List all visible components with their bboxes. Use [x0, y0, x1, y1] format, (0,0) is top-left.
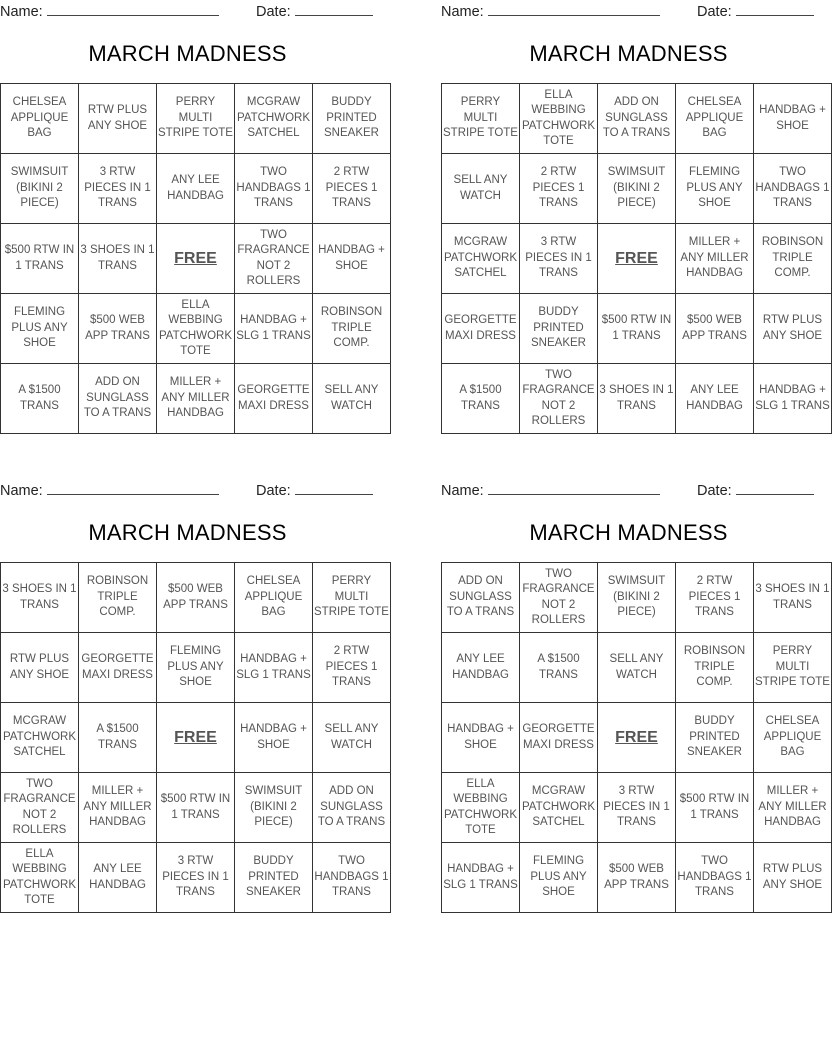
bingo-cell[interactable]: GEORGETTE MAXI DRESS [520, 703, 598, 773]
grid-row [442, 633, 832, 703]
bingo-cell[interactable]: PERRY MULTI STRIPE TOTE [442, 84, 520, 154]
bingo-grid [441, 562, 832, 913]
bingo-cell[interactable]: CHELSEA APPLIQUE BAG [676, 84, 754, 154]
bingo-cell[interactable]: MCGRAW PATCHWORK SATCHEL [442, 224, 520, 294]
bingo-cell[interactable]: ADD ON SUNGLASS TO A TRANS [79, 364, 157, 434]
bingo-cell[interactable]: TWO HANDBAGS 1 TRANS [313, 843, 391, 913]
bingo-cell[interactable]: 3 SHOES IN 1 TRANS [598, 364, 676, 434]
grid-row [442, 294, 832, 364]
date-label: Date: [697, 483, 732, 499]
bingo-cell[interactable]: MCGRAW PATCHWORK SATCHEL [520, 773, 598, 843]
date-field[interactable] [697, 481, 814, 500]
bingo-cell[interactable]: TWO FRAGRANCE NOT 2 ROLLERS [1, 773, 79, 843]
bingo-cell[interactable]: ELLA WEBBING PATCHWORK TOTE [520, 84, 598, 154]
bingo-cell[interactable]: $500 WEB APP TRANS [79, 294, 157, 364]
date-blank-line[interactable] [295, 481, 373, 495]
bingo-cell[interactable]: ANY LEE HANDBAG [442, 633, 520, 703]
grid-row [442, 84, 832, 154]
bingo-cell[interactable]: $500 WEB APP TRANS [157, 563, 235, 633]
name-label: Name: [441, 483, 484, 499]
bingo-cell[interactable]: FLEMING PLUS ANY SHOE [676, 154, 754, 224]
date-field[interactable] [256, 481, 373, 500]
grid-row [1, 563, 391, 633]
bingo-cell[interactable]: BUDDY PRINTED SNEAKER [520, 294, 598, 364]
bingo-cell[interactable]: FLEMING PLUS ANY SHOE [520, 843, 598, 913]
bingo-cell[interactable]: ANY LEE HANDBAG [79, 843, 157, 913]
bingo-cell[interactable]: $500 RTW IN 1 TRANS [598, 294, 676, 364]
name-label: Name: [441, 4, 484, 20]
bingo-cell[interactable]: FLEMING PLUS ANY SHOE [1, 294, 79, 364]
date-label: Date: [697, 4, 732, 20]
bingo-cell[interactable]: ELLA WEBBING PATCHWORK TOTE [1, 843, 79, 913]
bingo-cell[interactable]: SELL ANY WATCH [313, 364, 391, 434]
bingo-cell[interactable]: 2 RTW PIECES 1 TRANS [313, 633, 391, 703]
bingo-cell[interactable]: MCGRAW PATCHWORK SATCHEL [1, 703, 79, 773]
bingo-cell[interactable]: HANDBAG + SLG 1 TRANS [754, 364, 832, 434]
grid-row [442, 154, 832, 224]
free-space-cell[interactable]: FREE [157, 703, 235, 773]
date-field[interactable] [256, 2, 373, 21]
date-blank-line[interactable] [736, 481, 814, 495]
grid-row [442, 843, 832, 913]
bingo-cell[interactable]: $500 RTW IN 1 TRANS [157, 773, 235, 843]
bingo-cell[interactable]: SWIMSUIT (BIKINI 2 PIECE) [235, 773, 313, 843]
bingo-cell[interactable]: ELLA WEBBING PATCHWORK TOTE [442, 773, 520, 843]
bingo-cell[interactable]: GEORGETTE MAXI DRESS [235, 364, 313, 434]
bingo-cell[interactable]: BUDDY PRINTED SNEAKER [676, 703, 754, 773]
bingo-cell[interactable]: GEORGETTE MAXI DRESS [442, 294, 520, 364]
grid-row [1, 294, 391, 364]
bingo-cell[interactable]: MCGRAW PATCHWORK SATCHEL [235, 84, 313, 154]
bingo-cell[interactable]: ROBINSON TRIPLE COMP. [313, 294, 391, 364]
bingo-cell[interactable]: TWO HANDBAGS 1 TRANS [676, 843, 754, 913]
grid-row [1, 633, 391, 703]
date-blank-line[interactable] [736, 2, 814, 16]
bingo-cell[interactable]: HANDBAG + SLG 1 TRANS [235, 294, 313, 364]
bingo-cell[interactable]: TWO HANDBAGS 1 TRANS [754, 154, 832, 224]
bingo-cell[interactable]: SELL ANY WATCH [313, 703, 391, 773]
date-blank-line[interactable] [295, 2, 373, 16]
bingo-cell[interactable]: ELLA WEBBING PATCHWORK TOTE [157, 294, 235, 364]
grid-row [1, 224, 391, 294]
bingo-cell[interactable]: 3 RTW PIECES IN 1 TRANS [157, 843, 235, 913]
name-blank-line[interactable] [488, 2, 660, 16]
name-blank-line[interactable] [488, 481, 660, 495]
bingo-cell[interactable]: $500 RTW IN 1 TRANS [1, 224, 79, 294]
bingo-grid [0, 83, 391, 434]
bingo-cell[interactable]: $500 RTW IN 1 TRANS [676, 773, 754, 843]
bingo-card [441, 0, 830, 435]
bingo-cell[interactable]: SWIMSUIT (BIKINI 2 PIECE) [598, 154, 676, 224]
bingo-cell[interactable]: BUDDY PRINTED SNEAKER [313, 84, 391, 154]
card-title: MARCH MADNESS [88, 41, 287, 66]
grid-row [442, 563, 832, 633]
bingo-cell[interactable]: CHELSEA APPLIQUE BAG [1, 84, 79, 154]
bingo-card [0, 479, 389, 914]
name-field[interactable] [0, 2, 219, 21]
name-field[interactable] [441, 2, 660, 21]
grid-row [442, 703, 832, 773]
bingo-cell[interactable]: MILLER + ANY MILLER HANDBAG [79, 773, 157, 843]
bingo-cell[interactable]: FLEMING PLUS ANY SHOE [157, 633, 235, 703]
bingo-cell[interactable]: A $1500 TRANS [520, 633, 598, 703]
bingo-cell[interactable]: TWO HANDBAGS 1 TRANS [235, 154, 313, 224]
bingo-cell[interactable]: ADD ON SUNGLASS TO A TRANS [598, 84, 676, 154]
bingo-card [0, 0, 385, 435]
bingo-cell[interactable]: HANDBAG + SHOE [313, 224, 391, 294]
grid-row [1, 773, 391, 843]
bingo-cell[interactable]: 2 RTW PIECES 1 TRANS [676, 563, 754, 633]
bingo-cell[interactable]: SELL ANY WATCH [598, 633, 676, 703]
free-space-cell[interactable]: FREE [598, 703, 676, 773]
name-field[interactable] [441, 481, 660, 500]
grid-row [1, 703, 391, 773]
bingo-cell[interactable]: HANDBAG + SHOE [754, 84, 832, 154]
bingo-cell[interactable]: SWIMSUIT (BIKINI 2 PIECE) [598, 563, 676, 633]
date-label: Date: [256, 4, 291, 20]
date-field[interactable] [697, 2, 814, 21]
bingo-cell[interactable]: TWO FRAGRANCE NOT 2 ROLLERS [520, 364, 598, 434]
bingo-cell[interactable]: GEORGETTE MAXI DRESS [79, 633, 157, 703]
grid-row [442, 224, 832, 294]
bingo-cell[interactable]: 3 RTW PIECES IN 1 TRANS [598, 773, 676, 843]
bingo-cell[interactable]: 2 RTW PIECES 1 TRANS [313, 154, 391, 224]
bingo-cell[interactable]: MILLER + ANY MILLER HANDBAG [157, 364, 235, 434]
name-field[interactable] [0, 481, 219, 500]
bingo-cell[interactable]: ANY LEE HANDBAG [676, 364, 754, 434]
bingo-cell[interactable]: SELL ANY WATCH [442, 154, 520, 224]
bingo-cell[interactable]: A $1500 TRANS [79, 703, 157, 773]
bingo-cell[interactable]: A $1500 TRANS [442, 364, 520, 434]
bingo-cell[interactable]: TWO FRAGRANCE NOT 2 ROLLERS [520, 563, 598, 633]
bingo-cell[interactable]: 3 RTW PIECES IN 1 TRANS [79, 154, 157, 224]
bingo-card [441, 479, 830, 914]
grid-row [442, 364, 832, 434]
free-space-cell[interactable]: FREE [598, 224, 676, 294]
bingo-cell[interactable]: 3 SHOES IN 1 TRANS [79, 224, 157, 294]
bingo-cell[interactable]: ROBINSON TRIPLE COMP. [79, 563, 157, 633]
bingo-cell[interactable]: RTW PLUS ANY SHOE [754, 843, 832, 913]
card-title: MARCH MADNESS [529, 41, 728, 66]
bingo-grid [0, 562, 391, 913]
name-blank-line[interactable] [47, 2, 219, 16]
card-title: MARCH MADNESS [529, 520, 728, 545]
free-space-cell[interactable]: FREE [157, 224, 235, 294]
bingo-cell[interactable]: RTW PLUS ANY SHOE [754, 294, 832, 364]
bingo-cell[interactable]: HANDBAG + SLG 1 TRANS [235, 633, 313, 703]
bingo-cell[interactable]: BUDDY PRINTED SNEAKER [235, 843, 313, 913]
bingo-cell[interactable]: MILLER + ANY MILLER HANDBAG [676, 224, 754, 294]
date-label: Date: [256, 483, 291, 499]
grid-row [1, 154, 391, 224]
grid-row [442, 773, 832, 843]
bingo-cell[interactable]: ROBINSON TRIPLE COMP. [754, 224, 832, 294]
bingo-cell[interactable]: RTW PLUS ANY SHOE [79, 84, 157, 154]
bingo-cell[interactable]: TWO FRAGRANCE NOT 2 ROLLERS [235, 224, 313, 294]
grid-row [1, 843, 391, 913]
bingo-cell[interactable]: 3 SHOES IN 1 TRANS [754, 563, 832, 633]
bingo-cell[interactable]: HANDBAG + SHOE [442, 703, 520, 773]
bingo-cell[interactable]: HANDBAG + SLG 1 TRANS [442, 843, 520, 913]
grid-row [1, 364, 391, 434]
bingo-cell[interactable]: ROBINSON TRIPLE COMP. [676, 633, 754, 703]
name-label: Name: [0, 4, 43, 20]
bingo-cell[interactable]: CHELSEA APPLIQUE BAG [235, 563, 313, 633]
bingo-cell[interactable]: ANY LEE HANDBAG [157, 154, 235, 224]
bingo-cell[interactable]: $500 WEB APP TRANS [676, 294, 754, 364]
bingo-cell[interactable]: MILLER + ANY MILLER HANDBAG [754, 773, 832, 843]
bingo-cell[interactable]: PERRY MULTI STRIPE TOTE [157, 84, 235, 154]
bingo-cell[interactable]: PERRY MULTI STRIPE TOTE [754, 633, 832, 703]
bingo-cell[interactable]: ADD ON SUNGLASS TO A TRANS [313, 773, 391, 843]
name-label: Name: [0, 483, 43, 499]
name-blank-line[interactable] [47, 481, 219, 495]
bingo-cell[interactable]: HANDBAG + SHOE [235, 703, 313, 773]
bingo-cell[interactable]: 2 RTW PIECES 1 TRANS [520, 154, 598, 224]
grid-row [1, 84, 391, 154]
bingo-cell[interactable]: RTW PLUS ANY SHOE [1, 633, 79, 703]
bingo-cell[interactable]: A $1500 TRANS [1, 364, 79, 434]
bingo-cell[interactable]: 3 RTW PIECES IN 1 TRANS [520, 224, 598, 294]
bingo-cell[interactable]: 3 SHOES IN 1 TRANS [1, 563, 79, 633]
bingo-grid [441, 83, 832, 434]
bingo-cell[interactable]: CHELSEA APPLIQUE BAG [754, 703, 832, 773]
bingo-cell[interactable]: PERRY MULTI STRIPE TOTE [313, 563, 391, 633]
bingo-cell[interactable]: $500 WEB APP TRANS [598, 843, 676, 913]
card-title: MARCH MADNESS [88, 520, 287, 545]
bingo-cell[interactable]: ADD ON SUNGLASS TO A TRANS [442, 563, 520, 633]
bingo-cell[interactable]: SWIMSUIT (BIKINI 2 PIECE) [1, 154, 79, 224]
